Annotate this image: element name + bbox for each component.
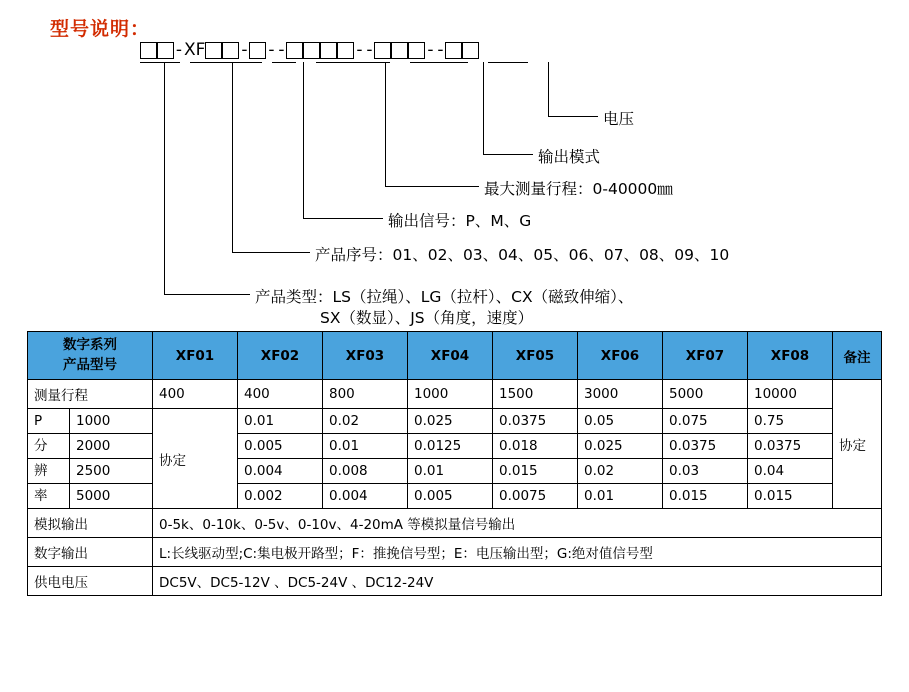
code-box bbox=[391, 42, 408, 59]
leader-line-range-h bbox=[385, 186, 479, 187]
leader-line-signal-h bbox=[303, 218, 383, 219]
code-box bbox=[374, 42, 391, 59]
code-box bbox=[249, 42, 266, 59]
row-label-analog-output: 模拟输出 bbox=[28, 509, 153, 538]
header-cell-xf01: XF01 bbox=[153, 332, 238, 380]
leader-line-voltage-h bbox=[548, 116, 598, 117]
header-line2: 产品型号 bbox=[63, 356, 117, 373]
table-row-resolution-1000 bbox=[28, 409, 882, 434]
res-1000-xf04: 0.025 bbox=[408, 409, 493, 434]
res-5000-xf07: 0.015 bbox=[663, 484, 748, 509]
res-2000-xf03: 0.01 bbox=[323, 434, 408, 459]
stroke-xf04: 1000 bbox=[408, 380, 493, 409]
remark-agreement: 协定 bbox=[833, 380, 882, 509]
resolution-label-char-2: 辨 bbox=[28, 459, 70, 484]
code-box bbox=[408, 42, 425, 59]
resolution-xf01-agreement: 协定 bbox=[153, 409, 238, 509]
res-2500-xf06: 0.02 bbox=[578, 459, 663, 484]
code-dash: - bbox=[437, 40, 444, 60]
row-label-supply-voltage: 供电电压 bbox=[28, 567, 153, 596]
leader-line-signal bbox=[303, 62, 304, 218]
code-group-signal bbox=[249, 42, 266, 59]
leader-line-type bbox=[164, 62, 165, 294]
code-dash: - bbox=[175, 40, 183, 60]
stroke-xf05: 1500 bbox=[493, 380, 578, 409]
code-dash: - bbox=[356, 40, 363, 60]
leader-label-type: 产品类型：LS（拉绳）、LG（拉杆）、CX（磁致伸缩）、 bbox=[255, 288, 634, 306]
res-2000-xf05: 0.018 bbox=[493, 434, 578, 459]
leader-line-serial bbox=[232, 62, 233, 252]
row-value-digital-output: L:长线驱动型;C:集电极开路型；F：推挽信号型；E：电压输出型；G:绝对值信号型 bbox=[153, 538, 882, 567]
code-group-range bbox=[286, 42, 354, 59]
header-cell-remark: 备注 bbox=[833, 332, 882, 380]
row-label-stroke: 测量行程 bbox=[28, 380, 153, 409]
code-underline bbox=[140, 62, 180, 63]
table-row-digital-output bbox=[28, 538, 882, 567]
leader-label-type-line2: SX（数显）、JS（角度，速度） bbox=[320, 309, 534, 327]
code-box bbox=[222, 42, 239, 59]
resolution-count-1000: 1000 bbox=[70, 409, 153, 434]
res-1000-xf06: 0.05 bbox=[578, 409, 663, 434]
res-2000-xf06: 0.025 bbox=[578, 434, 663, 459]
leader-line-voltage bbox=[548, 62, 549, 116]
leader-label-signal: 输出信号：P、M、G bbox=[388, 212, 532, 230]
table-row-stroke bbox=[28, 380, 882, 409]
res-2500-xf02: 0.004 bbox=[238, 459, 323, 484]
res-5000-xf05: 0.0075 bbox=[493, 484, 578, 509]
leader-line-output-mode-h bbox=[483, 154, 533, 155]
header-cell-xf05: XF05 bbox=[493, 332, 578, 380]
stroke-xf02: 400 bbox=[238, 380, 323, 409]
res-2500-xf05: 0.015 bbox=[493, 459, 578, 484]
leader-line-serial-h bbox=[232, 252, 310, 253]
resolution-count-2000: 2000 bbox=[70, 434, 153, 459]
stroke-xf01: 400 bbox=[153, 380, 238, 409]
code-group-output-mode bbox=[374, 42, 425, 59]
res-5000-xf08: 0.015 bbox=[748, 484, 833, 509]
header-line1: 数字系列 bbox=[63, 337, 117, 353]
row-value-analog-output: 0-5k、0-10k、0-5v、0-10v、4-20mA 等模拟量信号输出 bbox=[153, 509, 882, 538]
code-dash: - bbox=[366, 40, 373, 60]
leader-label-voltage: 电压 bbox=[603, 110, 635, 128]
res-1000-xf03: 0.02 bbox=[323, 409, 408, 434]
row-value-supply-voltage: DC5V、DC5-12V 、DC5-24V 、DC12-24V bbox=[153, 567, 882, 596]
leader-label-serial: 产品序号：01、02、03、04、05、06、07、08、09、10 bbox=[315, 246, 730, 264]
res-2500-xf08: 0.04 bbox=[748, 459, 833, 484]
code-underline bbox=[488, 62, 528, 63]
code-underline bbox=[410, 62, 468, 63]
code-group-voltage bbox=[445, 42, 479, 59]
header-cell-xf04: XF04 bbox=[408, 332, 493, 380]
leader-label-output-mode: 输出模式 bbox=[538, 148, 601, 166]
res-1000-xf05: 0.0375 bbox=[493, 409, 578, 434]
stroke-xf03: 800 bbox=[323, 380, 408, 409]
code-box bbox=[140, 42, 157, 59]
code-box bbox=[320, 42, 337, 59]
code-box bbox=[303, 42, 320, 59]
code-dash: - bbox=[268, 40, 275, 60]
res-2000-xf08: 0.0375 bbox=[748, 434, 833, 459]
leader-label-range: 最大测量行程：0-40000㎜ bbox=[484, 180, 673, 198]
code-literal-xf: XF bbox=[184, 40, 206, 60]
res-2000-xf02: 0.005 bbox=[238, 434, 323, 459]
code-underline bbox=[272, 62, 296, 63]
table-header-row bbox=[28, 332, 882, 380]
code-group-serial bbox=[205, 42, 239, 59]
res-5000-xf06: 0.01 bbox=[578, 484, 663, 509]
res-2500-xf03: 0.008 bbox=[323, 459, 408, 484]
row-label-digital-output: 数字输出 bbox=[28, 538, 153, 567]
res-2500-xf07: 0.03 bbox=[663, 459, 748, 484]
code-box bbox=[205, 42, 222, 59]
header-cell-xf07: XF07 bbox=[663, 332, 748, 380]
code-underline bbox=[316, 62, 390, 63]
res-5000-xf03: 0.004 bbox=[323, 484, 408, 509]
code-underline bbox=[190, 62, 262, 63]
table-row-analog-output bbox=[28, 509, 882, 538]
resolution-label-char-0: P bbox=[28, 409, 70, 434]
res-1000-xf02: 0.01 bbox=[238, 409, 323, 434]
resolution-label-char-1: 分 bbox=[28, 434, 70, 459]
code-box bbox=[286, 42, 303, 59]
code-box bbox=[445, 42, 462, 59]
res-1000-xf08: 0.75 bbox=[748, 409, 833, 434]
res-2000-xf04: 0.0125 bbox=[408, 434, 493, 459]
code-dash: - bbox=[427, 40, 434, 60]
stroke-xf06: 3000 bbox=[578, 380, 663, 409]
leader-line-type-h bbox=[164, 294, 250, 295]
header-cell-xf06: XF06 bbox=[578, 332, 663, 380]
res-5000-xf02: 0.002 bbox=[238, 484, 323, 509]
resolution-count-2500: 2500 bbox=[70, 459, 153, 484]
code-box bbox=[462, 42, 479, 59]
code-box bbox=[157, 42, 174, 59]
table-row-supply-voltage bbox=[28, 567, 882, 596]
res-1000-xf07: 0.075 bbox=[663, 409, 748, 434]
res-5000-xf04: 0.005 bbox=[408, 484, 493, 509]
header-cell-xf08: XF08 bbox=[748, 332, 833, 380]
resolution-count-5000: 5000 bbox=[70, 484, 153, 509]
stroke-xf07: 5000 bbox=[663, 380, 748, 409]
code-box bbox=[337, 42, 354, 59]
header-cell-product-model bbox=[28, 332, 153, 380]
res-2000-xf07: 0.0375 bbox=[663, 434, 748, 459]
res-2500-xf04: 0.01 bbox=[408, 459, 493, 484]
header-cell-xf02: XF02 bbox=[238, 332, 323, 380]
code-group-type bbox=[140, 42, 174, 59]
code-dash: - bbox=[278, 40, 285, 60]
code-dash: - bbox=[241, 40, 248, 60]
model-code-diagram bbox=[140, 42, 479, 59]
spec-table bbox=[27, 331, 882, 596]
header-cell-xf03: XF03 bbox=[323, 332, 408, 380]
leader-line-range bbox=[385, 62, 386, 186]
resolution-label-char-3: 率 bbox=[28, 484, 70, 509]
page-title: 型号说明： bbox=[50, 18, 151, 40]
stroke-xf08: 10000 bbox=[748, 380, 833, 409]
leader-line-output-mode bbox=[483, 62, 484, 154]
